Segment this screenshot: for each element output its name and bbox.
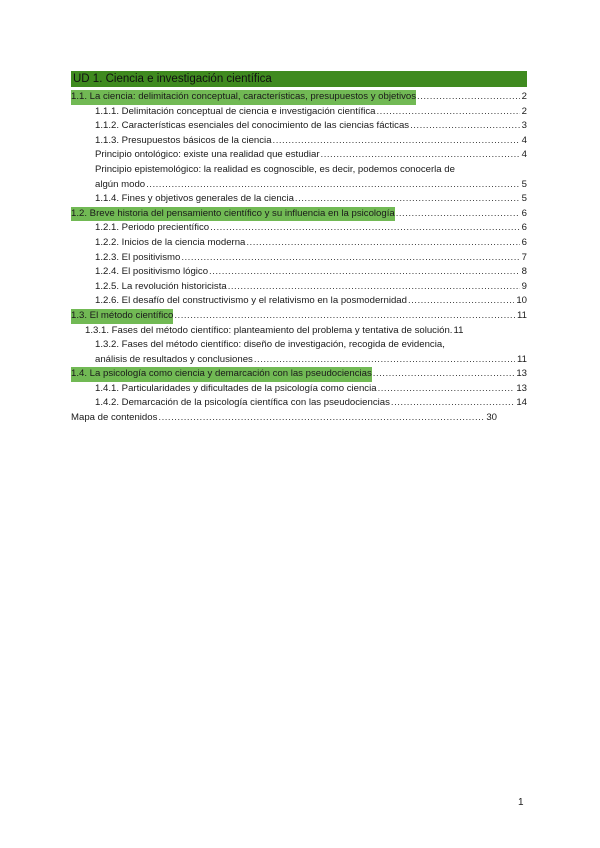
toc-entry-page: 3 [521,120,527,132]
toc-entry-page: 6 [521,222,527,234]
toc-entry-text: 1.2.6. El desafío del constructivismo y el relativismo en la posmodernidad [95,295,407,307]
toc-entry[interactable] [71,309,527,324]
leader-dots [273,134,520,149]
toc-entry-page: 13 [516,382,527,394]
toc-entry-multiline[interactable] [71,163,527,192]
leader-dots [246,236,519,251]
leader-dots [408,294,514,309]
toc-entry-text: 1.2.5. La revolución historicista [95,280,227,292]
toc-entry-page: 4 [521,149,527,161]
toc-entry[interactable] [71,119,527,134]
toc-entry-text: 1.2. Breve historia del pensamiento científico y su influencia en la psicología [71,207,395,222]
toc-entry-page: 13 [516,368,527,380]
leader-dots [174,309,515,324]
toc-entry-text-line2: análisis de resultados y conclusiones [95,353,253,365]
leader-dots [295,192,520,207]
toc-entry-text: 1.2.3. El positivismo [95,251,181,263]
table-of-contents [71,90,527,426]
toc-entry[interactable] [71,105,527,120]
toc-entry-page: 11 [517,353,527,365]
leader-dots [410,119,520,134]
toc-entry[interactable] [71,236,527,251]
toc-entry[interactable] [71,396,527,411]
leader-dots [378,382,515,397]
toc-entry-line2 [71,178,527,193]
toc-entry-page: 14 [516,397,527,409]
toc-entry-text: 1.2.2. Inicios de la ciencia moderna [95,236,246,248]
leader-dots [209,265,520,280]
toc-entry[interactable] [71,324,527,339]
toc-entry[interactable] [71,90,527,105]
page-number: 1 [518,797,524,808]
leader-dots [210,221,520,236]
toc-entry-text: 1.1.2. Características esenciales del conocimiento de las ciencias fácticas [95,120,410,132]
toc-entry-text: 1.2.1. Periodo precientífico [95,222,210,234]
leader-dots [391,396,514,411]
toc-entry[interactable] [71,221,527,236]
leader-dots [396,207,520,222]
toc-entry-page: 4 [521,134,527,146]
toc-entry-page: 9 [521,280,527,292]
toc-entry-page: 5 [521,193,527,205]
toc-entry[interactable] [71,367,527,382]
leader-dots [146,178,520,193]
toc-title: UD 1. Ciencia e investigación científica [71,71,527,87]
toc-entry-text-line1: Principio epistemológico: la realidad es cognoscible, es decir, podemos conocerla de [95,163,455,175]
toc-entry[interactable] [71,192,527,207]
toc-entry-line2 [71,353,527,368]
toc-entry-text: 1.2.4. El positivismo lógico [95,266,209,278]
toc-entry-page: 30 [486,412,497,424]
leader-dots [181,251,519,266]
leader-dots [228,280,520,295]
toc-entry-text: Principio ontológico: existe una realidad que estudiar [95,149,320,161]
toc-entry-text: 1.3. El método científico [71,309,173,324]
toc-entry-page: 11 [453,324,464,336]
toc-entry-text: Mapa de contenidos [71,412,158,424]
toc-entry[interactable] [71,148,527,163]
toc-entry-text: 1.1.1. Delimitación conceptual de ciencia e investigación científica [95,105,376,117]
toc-entry[interactable] [71,265,527,280]
toc-entry-page: 7 [521,251,527,263]
leader-dots [158,411,484,426]
toc-entry-page: 2 [521,91,527,102]
toc-entry[interactable] [71,294,527,309]
toc-entry-page: 2 [521,105,527,117]
toc-entry-text-line2: algún modo [95,178,146,190]
toc-entry-page: 6 [521,236,527,248]
toc-entry-text: 1.4.1. Particularidades y dificultades de la psicología como ciencia [95,382,377,394]
leader-dots [373,367,515,382]
toc-entry-page: 8 [521,266,527,278]
toc-entry[interactable] [71,382,527,397]
toc-entry-page: 5 [521,178,527,190]
toc-entry-text-line1: 1.3.2. Fases del método científico: diseño de investigación, recogida de evidencia, [95,339,445,351]
toc-entry-text: 1.4.2. Demarcación de la psicología científica con las pseudociencias [95,397,390,409]
toc-entry-text: 1.3.1. Fases del método científico: planteamiento del problema y tentativa de solución. [85,324,453,336]
toc-entry-multiline[interactable] [71,338,527,367]
leader-dots [377,105,520,120]
leader-dots [254,353,515,368]
toc-entry-page: 10 [516,295,527,307]
toc-entry-text: 1.1. La ciencia: delimitación conceptual, características, presupuestos y objetivos [71,90,416,105]
toc-entry[interactable] [71,251,527,266]
toc-entry-text: 1.4. La psicología como ciencia y demarcación con las pseudociencias [71,367,372,382]
toc-entry[interactable] [71,411,497,426]
leader-dots [417,90,520,105]
toc-entry-page: 11 [517,309,527,321]
leader-dots [321,148,520,163]
toc-entry-page: 6 [521,207,527,219]
toc-entry-text: 1.1.3. Presupuestos básicos de la ciencia [95,134,272,146]
toc-entry-text: 1.1.4. Fines y objetivos generales de la ciencia [95,193,294,205]
toc-entry[interactable] [71,134,527,149]
toc-entry[interactable] [71,207,527,222]
toc-entry[interactable] [71,280,527,295]
